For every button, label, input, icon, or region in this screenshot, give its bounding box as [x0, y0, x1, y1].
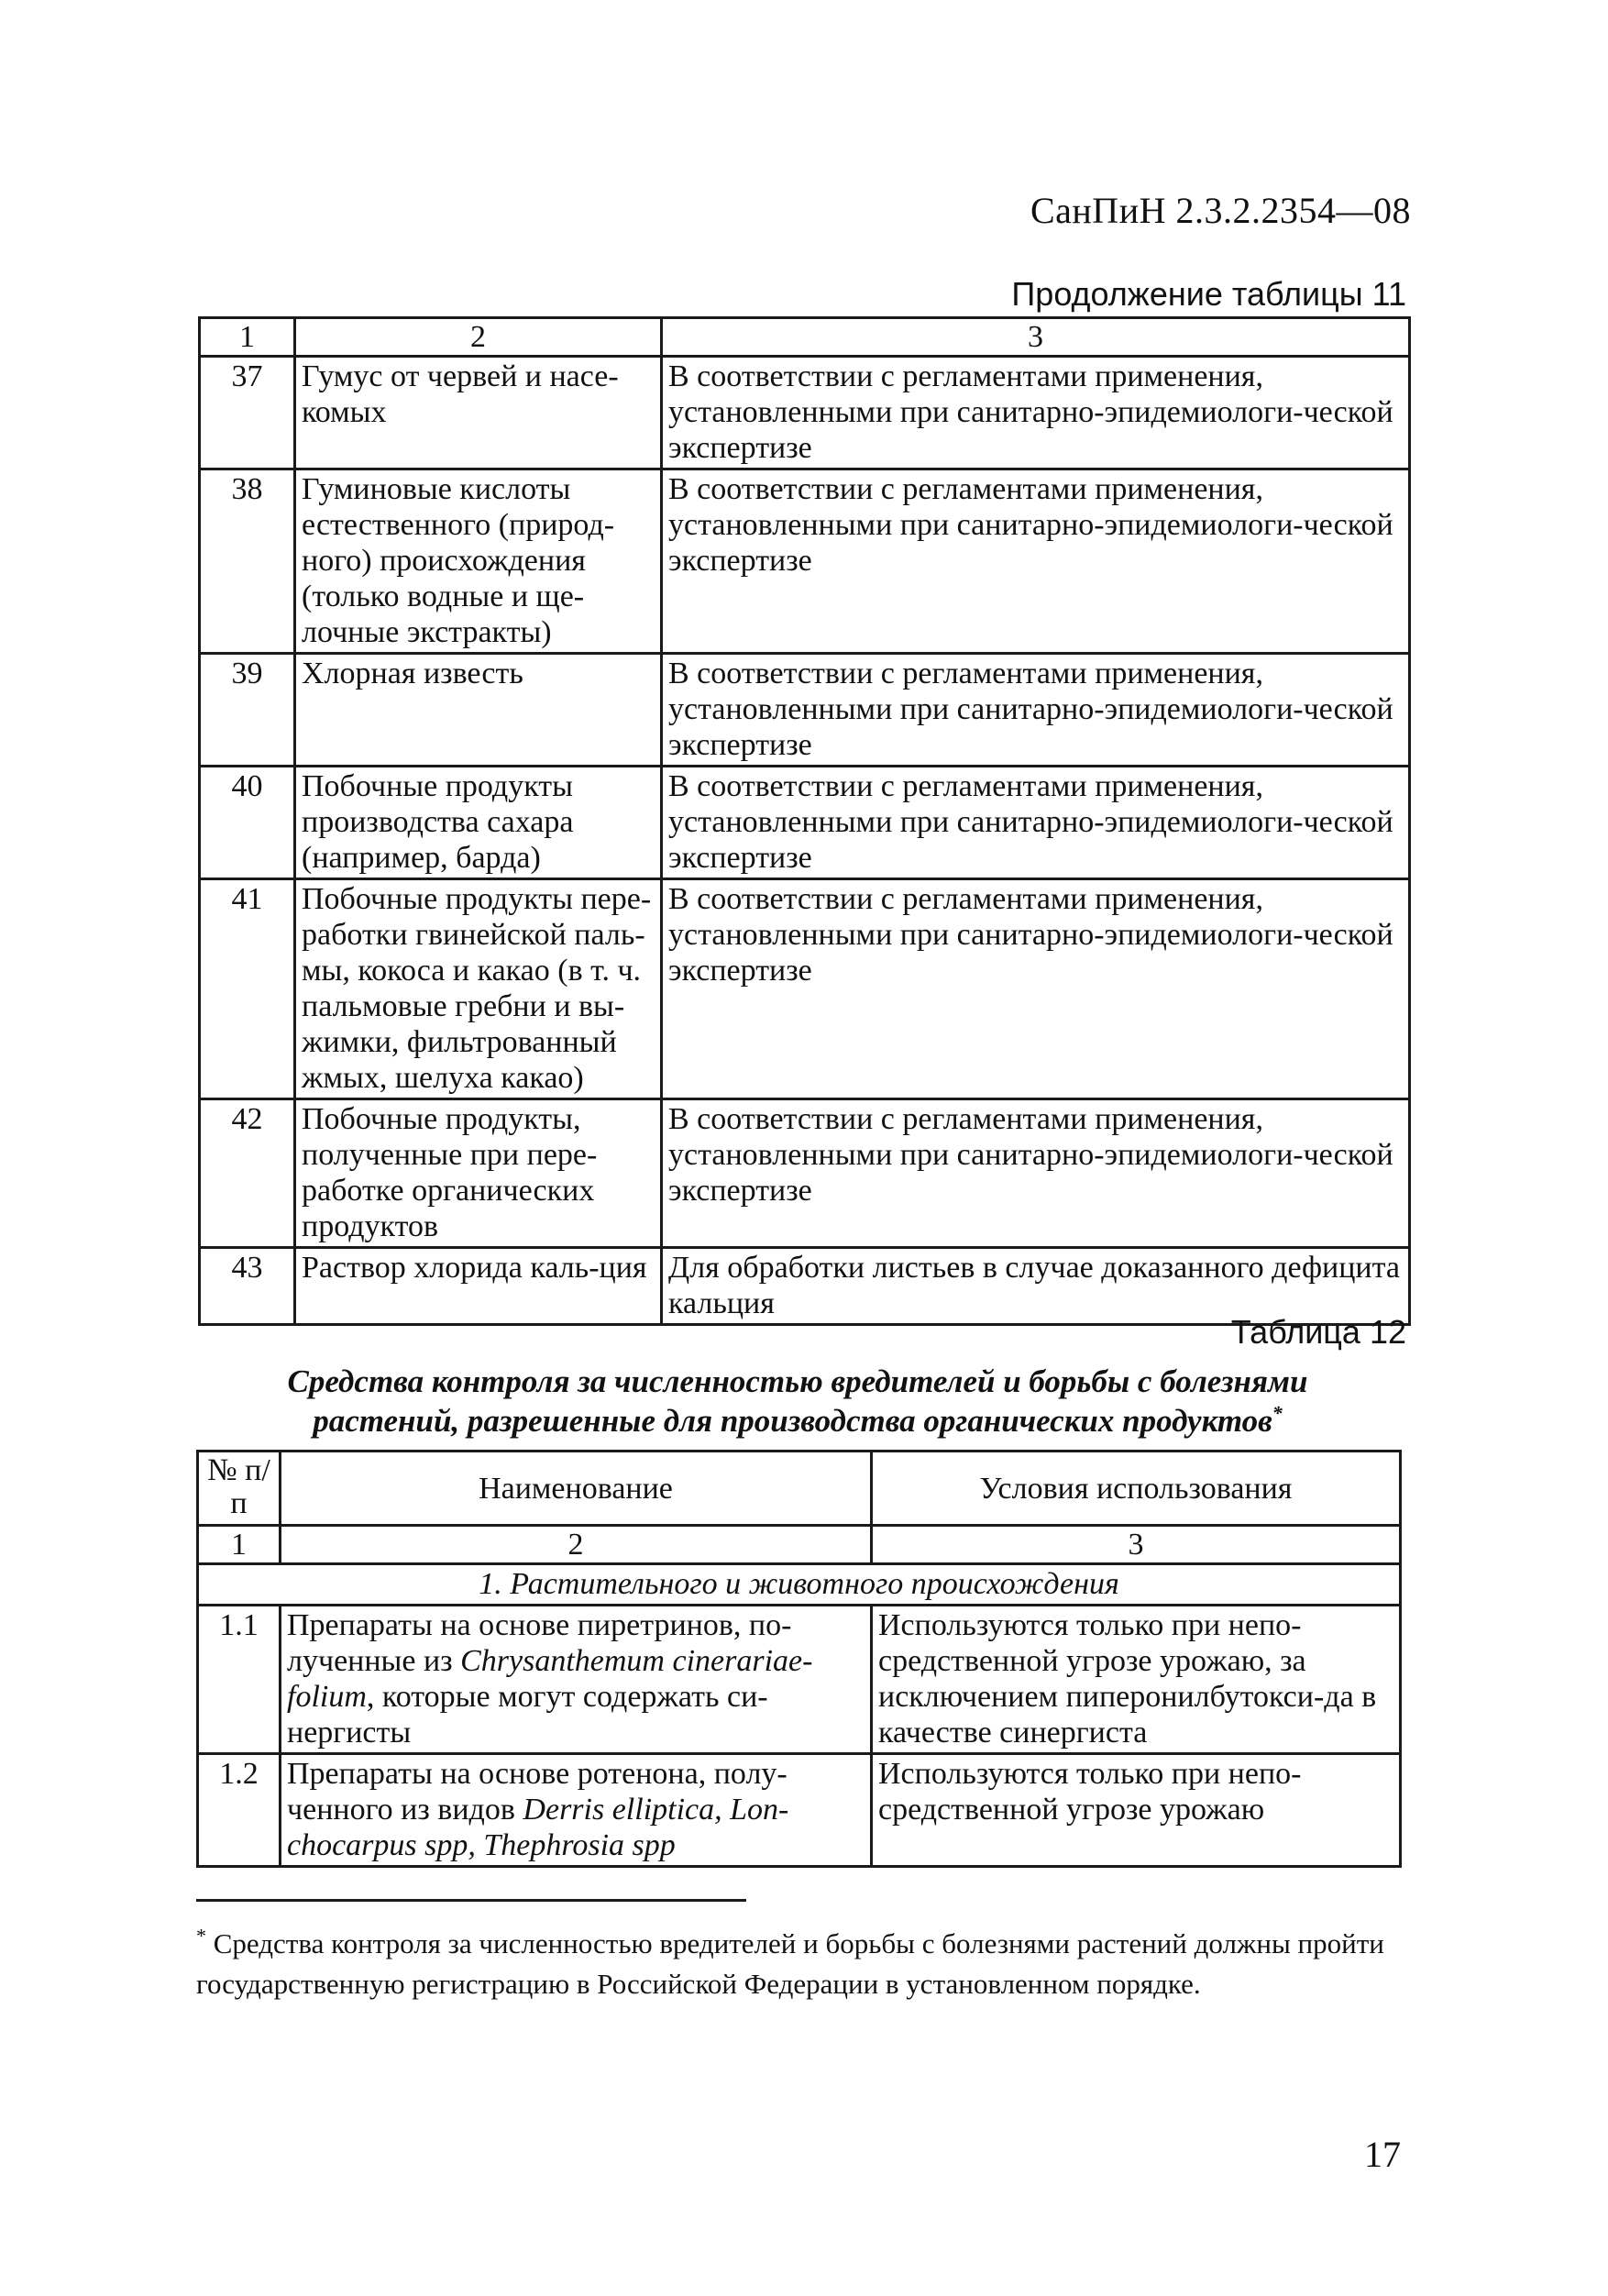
section-row [198, 1564, 1401, 1606]
row-name-text: Препараты на основе ротенона, полу-ченного из видов [287, 1757, 787, 1827]
row-number: 38 [200, 469, 295, 654]
row-conditions: В соответствии с регламентами применения, установленными при санитарно-эпидемиологи-ческой экспертизе [662, 469, 1410, 654]
row-name-text: , которые могут содержать си-нергисты [287, 1680, 768, 1750]
row-number: 42 [200, 1099, 295, 1248]
row-name: Хлорная известь [295, 654, 662, 767]
header-number: № п/п [198, 1452, 281, 1526]
row-number: 43 [200, 1248, 295, 1325]
row-name: Побочные продукты пере-работки гвинейской паль-мы, кокоса и какао (в т. ч. пальмовые гребни и вы-жимки, фильтрованный жмых, шелуха какао) [295, 879, 662, 1099]
table-row [200, 469, 1410, 654]
row-name-text: Препараты на основе пиретринов, по-лученные из [287, 1608, 792, 1678]
row-name: Побочные продукты, полученные при пере-работке органических продуктов [295, 1099, 662, 1248]
row-number: 1.1 [198, 1606, 281, 1754]
table-12 [196, 1450, 1402, 1868]
table12-title-line-text: растений, разрешенные для производства органических продуктов [313, 1403, 1272, 1439]
row-conditions: В соответствии с регламентами применения, установленными при санитарно-эпидемиологи-ческой экспертизе [662, 879, 1410, 1099]
table-row [200, 767, 1410, 879]
footnote-mark: * [196, 1924, 206, 1948]
table-11 [198, 316, 1411, 1326]
header-name: Наименование [281, 1452, 872, 1526]
table-row [200, 1248, 1410, 1325]
column-number: 2 [281, 1526, 872, 1564]
row-conditions: Для обработки листьев в случае доказанного дефицита кальция [662, 1248, 1410, 1325]
row-conditions: В соответствии с регламентами применения, установленными при санитарно-эпидемиологи-ческой экспертизе [662, 357, 1410, 469]
row-conditions: В соответствии с регламентами применения, установленными при санитарно-эпидемиологи-ческой экспертизе [662, 767, 1410, 879]
latin-name: Chrysanthemum cinerariae-folium [287, 1644, 813, 1714]
table11-caption: Продолжение таблицы 11 [1011, 275, 1406, 313]
row-conditions: Используются только при непо-средственной угрозе урожаю, за исключением пиперонилбутокси-да в качестве синергиста [872, 1606, 1401, 1754]
row-conditions: В соответствии с регламентами применения, установленными при санитарно-эпидемиологи-ческой экспертизе [662, 1099, 1410, 1248]
column-number: 1 [200, 318, 295, 357]
table-row [200, 1099, 1410, 1248]
table-row [200, 357, 1410, 469]
row-conditions: Используются только при непо-средственной угрозе урожаю [872, 1754, 1401, 1867]
table12-title-line [196, 1401, 1399, 1441]
row-number: 40 [200, 767, 295, 879]
page-number: 17 [1364, 2134, 1401, 2175]
table-row [198, 1754, 1401, 1867]
section-heading: 1. Растительного и животного происхождения [198, 1564, 1401, 1606]
table-row [198, 1606, 1401, 1754]
column-number: 3 [662, 318, 1410, 357]
row-number: 37 [200, 357, 295, 469]
latin-name: Derris elliptica, Lon-chocarpus spp, Thephrosia spp [287, 1793, 789, 1862]
footnote-divider [196, 1899, 746, 1902]
footnote-text: Средства контроля за численностью вредителей и борьбы с болезнями растений должны пройти государственную регистрацию в Российской Федерации в установленном порядке. [196, 1927, 1384, 2000]
column-number: 2 [295, 318, 662, 357]
table-row [200, 654, 1410, 767]
row-name: Побочные продукты производства сахара (например, барда) [295, 767, 662, 879]
document-code: СанПиН 2.3.2.2354—08 [1030, 190, 1411, 231]
row-number: 41 [200, 879, 295, 1099]
row-name: Гуминовые кислоты естественного (природ-ного) происхождения (только водные и ще-лочные экстракты) [295, 469, 662, 654]
footnote-mark: * [1272, 1401, 1283, 1425]
table-row [200, 879, 1410, 1099]
row-number: 39 [200, 654, 295, 767]
row-number: 1.2 [198, 1754, 281, 1867]
table12-header-row [198, 1452, 1401, 1526]
row-name [281, 1606, 872, 1754]
row-name: Раствор хлорида каль-ция [295, 1248, 662, 1325]
table12-caption: Таблица 12 [1230, 1313, 1406, 1351]
footnote [196, 1924, 1415, 2004]
row-name: Гумус от червей и насе-комых [295, 357, 662, 469]
row-conditions: В соответствии с регламентами применения, установленными при санитарно-эпидемиологи-ческой экспертизе [662, 654, 1410, 767]
column-number: 1 [198, 1526, 281, 1564]
table12-title [196, 1362, 1399, 1441]
column-number: 3 [872, 1526, 1401, 1564]
table11-column-number-row [200, 318, 1410, 357]
table12-column-number-row [198, 1526, 1401, 1564]
header-conditions: Условия использования [872, 1452, 1401, 1526]
row-name [281, 1754, 872, 1867]
table12-title-line: Средства контроля за численностью вредителей и борьбы с болезнями [287, 1363, 1308, 1399]
